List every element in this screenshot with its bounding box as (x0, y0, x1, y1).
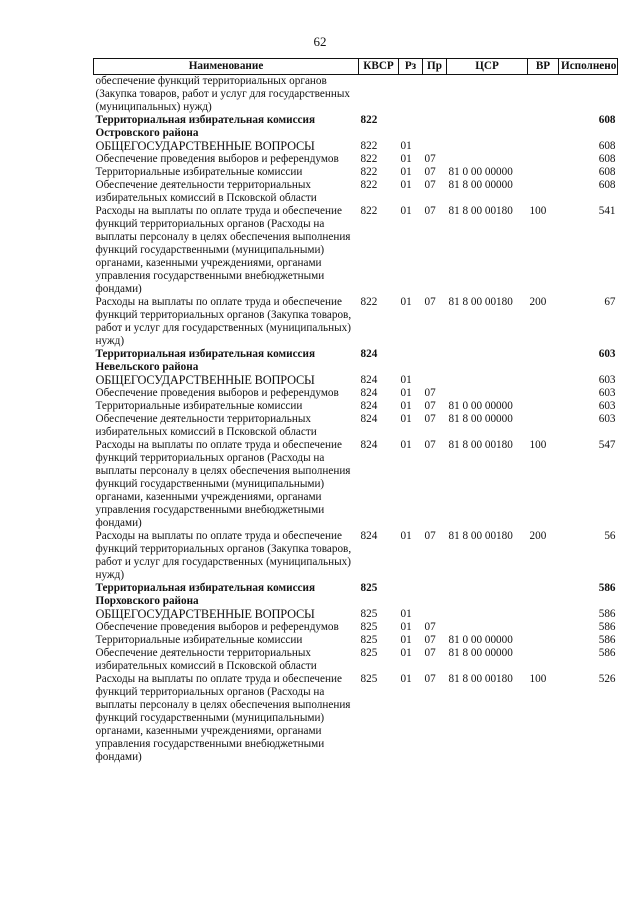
cell-pr (423, 374, 447, 387)
cell-csr: 81 8 00 00000 (448, 413, 513, 425)
cell-name: Территориальные избирательные комиссии (95, 166, 303, 178)
cell-done: 603 (598, 348, 616, 360)
header-pr: Пр (423, 59, 447, 75)
cell-done: 586 (598, 634, 616, 646)
cell-done: 603 (598, 387, 616, 399)
cell-kvsr: 825 (360, 634, 378, 646)
table-row (94, 348, 618, 374)
cell-vr (528, 608, 559, 621)
cell-rz: 01 (400, 647, 412, 659)
cell-name: Территориальные избирательные комиссии (95, 400, 303, 412)
cell-pr: 07 (424, 673, 436, 685)
cell-done: 608 (598, 179, 616, 191)
cell-rz: 01 (400, 374, 412, 386)
table-row (94, 673, 618, 764)
cell-csr: 81 8 00 00180 (448, 673, 513, 685)
cell-rz: 01 (400, 296, 412, 308)
cell-pr (423, 348, 447, 374)
cell-name: Обеспечение проведения выборов и референдумов (95, 621, 339, 633)
cell-pr (423, 140, 447, 153)
cell-done: 603 (598, 374, 616, 386)
cell-name: Территориальная избирательная комиссия Островского района (95, 114, 315, 139)
cell-name: Обеспечение деятельности территориальных избирательных комиссий в Псковской области (95, 647, 317, 672)
cell-name: Территориальная избирательная комиссия Порховского района (95, 582, 315, 607)
cell-name: Территориальные избирательные комиссии (95, 634, 303, 646)
cell-name: ОБЩЕГОСУДАРСТВЕННЫЕ ВОПРОСЫ (95, 139, 315, 153)
cell-kvsr: 824 (360, 530, 378, 542)
cell-pr: 07 (424, 153, 436, 165)
cell-kvsr: 824 (360, 374, 378, 386)
cell-kvsr: 824 (360, 439, 378, 451)
header-rz: Рз (399, 59, 423, 75)
table-row (94, 439, 618, 530)
cell-vr (528, 582, 559, 608)
cell-pr: 07 (424, 413, 436, 425)
cell-pr (423, 114, 447, 140)
cell-pr: 07 (424, 439, 436, 451)
cell-vr (528, 387, 559, 400)
cell-done: 603 (598, 400, 616, 412)
cell-rz: 01 (400, 621, 412, 633)
table-row (94, 634, 618, 647)
header-name: Наименование (94, 59, 359, 75)
cell-kvsr: 822 (360, 140, 378, 152)
cell-vr (528, 634, 559, 647)
cell-vr (528, 140, 559, 153)
cell-vr (528, 114, 559, 140)
cell-csr (447, 608, 528, 621)
cell-kvsr: 824 (360, 348, 378, 360)
cell-rz: 01 (400, 387, 412, 399)
table-row (94, 413, 618, 439)
cell-rz: 01 (400, 179, 412, 191)
cell-vr: 200 (529, 296, 547, 308)
cell-vr (528, 179, 559, 205)
table-row (94, 400, 618, 413)
cell-vr (528, 647, 559, 673)
cell-pr (423, 75, 447, 115)
cell-name: Территориальная избирательная комиссия Невельского района (95, 348, 315, 373)
cell-name: Обеспечение проведения выборов и референдумов (95, 387, 339, 399)
cell-name: Расходы на выплаты по оплате труда и обеспечение функций территориальных органов (Закупка товаров, работ и услуг для государственных (муниципальных) нужд) (95, 530, 352, 581)
cell-rz: 01 (400, 400, 412, 412)
cell-done: 586 (598, 582, 616, 594)
cell-kvsr: 825 (360, 582, 378, 594)
cell-kvsr: 825 (360, 673, 378, 685)
cell-pr: 07 (424, 621, 436, 633)
cell-vr (528, 374, 559, 387)
cell-pr: 07 (424, 400, 436, 412)
cell-name: ОБЩЕГОСУДАРСТВЕННЫЕ ВОПРОСЫ (95, 373, 315, 387)
cell-pr: 07 (424, 647, 436, 659)
cell-done: 586 (598, 647, 616, 659)
cell-pr: 07 (424, 205, 436, 217)
table-row (94, 205, 618, 296)
cell-csr (447, 140, 528, 153)
cell-csr (447, 374, 528, 387)
page-number: 62 (313, 34, 327, 49)
cell-csr (447, 582, 528, 608)
cell-rz: 01 (400, 673, 412, 685)
cell-csr: 81 8 00 00180 (448, 530, 513, 542)
cell-csr: 81 8 00 00180 (448, 205, 513, 217)
cell-done: 608 (598, 166, 616, 178)
cell-name: Обеспечение деятельности территориальных избирательных комиссий в Псковской области (95, 413, 317, 438)
cell-done: 586 (598, 621, 616, 633)
table-body (94, 75, 618, 765)
cell-rz: 01 (400, 205, 412, 217)
table-row (94, 530, 618, 582)
cell-kvsr: 822 (360, 153, 378, 165)
cell-csr (447, 621, 528, 634)
table-row (94, 140, 618, 153)
cell-done: 608 (598, 114, 616, 126)
cell-pr: 07 (424, 166, 436, 178)
cell-done: 541 (598, 205, 616, 217)
cell-pr (423, 582, 447, 608)
table-row (94, 296, 618, 348)
table-row (94, 582, 618, 608)
cell-name: Обеспечение деятельности территориальных избирательных комиссий в Псковской области (95, 179, 317, 204)
cell-rz (399, 348, 423, 374)
cell-vr: 100 (529, 205, 547, 217)
cell-rz: 01 (400, 439, 412, 451)
cell-kvsr: 824 (360, 413, 378, 425)
header-kvsr: КВСР (359, 59, 399, 75)
cell-csr: 81 8 00 00000 (448, 179, 513, 191)
cell-done: 547 (598, 439, 616, 451)
cell-name: Расходы на выплаты по оплате труда и обеспечение функций территориальных органов (Расходы на выплаты персоналу в целях обеспечения выполнения функций государственными (муниципальными) органами, казенными учреждениями, органами управления государственными внебюджетными фондами) (95, 205, 351, 295)
cell-csr: 81 0 00 00000 (448, 166, 513, 178)
cell-kvsr: 822 (360, 166, 378, 178)
cell-vr (528, 75, 559, 115)
cell-csr (447, 75, 528, 115)
cell-csr: 81 0 00 00000 (448, 634, 513, 646)
budget-table (93, 58, 618, 764)
cell-kvsr: 824 (360, 387, 378, 399)
cell-pr (423, 608, 447, 621)
table-row (94, 166, 618, 179)
cell-kvsr: 824 (360, 400, 378, 412)
cell-name: Расходы на выплаты по оплате труда и обеспечение функций территориальных органов (Расходы на выплаты персоналу в целях обеспечения выполнения функций государственными (муниципальными) органами, казенными учреждениями, органами управления государственными внебюджетными фондами) (95, 673, 351, 763)
table-row (94, 153, 618, 166)
cell-pr: 07 (424, 530, 436, 542)
table-row (94, 374, 618, 387)
cell-csr (447, 114, 528, 140)
cell-pr: 07 (424, 296, 436, 308)
cell-done: 608 (598, 153, 616, 165)
cell-rz: 01 (400, 530, 412, 542)
table-row (94, 114, 618, 140)
cell-kvsr: 825 (360, 608, 378, 620)
cell-rz (399, 582, 423, 608)
cell-rz (399, 75, 423, 115)
table-row (94, 179, 618, 205)
cell-pr: 07 (424, 387, 436, 399)
cell-kvsr: 822 (360, 114, 378, 126)
cell-csr (447, 153, 528, 166)
cell-kvsr: 825 (360, 647, 378, 659)
cell-csr (447, 387, 528, 400)
cell-name: Расходы на выплаты по оплате труда и обеспечение функций территориальных органов (Расходы на выплаты персоналу в целях обеспечения выполнения функций государственными (муниципальными) органами, казенными учреждениями, органами управления государственными внебюджетными фондами) (95, 439, 351, 529)
cell-rz: 01 (400, 140, 412, 152)
table-row (94, 608, 618, 621)
cell-vr: 100 (529, 439, 547, 451)
cell-csr: 81 0 00 00000 (448, 400, 513, 412)
header-csr: ЦСР (447, 59, 528, 75)
cell-rz (399, 114, 423, 140)
cell-vr (528, 413, 559, 439)
cell-rz: 01 (400, 608, 412, 620)
cell-pr: 07 (424, 179, 436, 191)
cell-csr: 81 8 00 00180 (448, 439, 513, 451)
cell-kvsr (359, 75, 399, 115)
cell-rz: 01 (400, 153, 412, 165)
cell-name: Обеспечение проведения выборов и референдумов (95, 153, 339, 165)
cell-vr (528, 166, 559, 179)
cell-vr (528, 621, 559, 634)
cell-vr (528, 400, 559, 413)
cell-done (559, 75, 618, 115)
cell-done: 586 (598, 608, 616, 620)
cell-name: Расходы на выплаты по оплате труда и обеспечение функций территориальных органов (Закупка товаров, работ и услуг для государственных (муниципальных) нужд) (95, 296, 352, 347)
header-vr: ВР (528, 59, 559, 75)
table-row (94, 621, 618, 634)
cell-pr: 07 (424, 634, 436, 646)
cell-kvsr: 822 (360, 205, 378, 217)
cell-rz: 01 (400, 413, 412, 425)
table-row (94, 647, 618, 673)
table-header-row (94, 59, 618, 75)
cell-done: 603 (598, 413, 616, 425)
cell-csr (447, 348, 528, 374)
cell-done: 608 (598, 140, 616, 152)
cell-vr: 100 (529, 673, 547, 685)
cell-kvsr: 825 (360, 621, 378, 633)
header-done: Исполнено (559, 59, 618, 75)
cell-vr (528, 153, 559, 166)
cell-kvsr: 822 (360, 179, 378, 191)
cell-name: обеспечение функций территориальных органов (Закупка товаров, работ и услуг для государственных (муниципальных) нужд) (95, 75, 350, 113)
cell-done: 56 (604, 530, 616, 542)
cell-rz: 01 (400, 634, 412, 646)
cell-done: 526 (598, 673, 616, 685)
cell-name: ОБЩЕГОСУДАРСТВЕННЫЕ ВОПРОСЫ (95, 607, 315, 621)
cell-vr: 200 (529, 530, 547, 542)
cell-done: 67 (604, 296, 616, 308)
cell-kvsr: 822 (360, 296, 378, 308)
cell-rz: 01 (400, 166, 412, 178)
cell-csr: 81 8 00 00000 (448, 647, 513, 659)
table-row (94, 387, 618, 400)
table-row (94, 75, 618, 115)
cell-vr (528, 348, 559, 374)
cell-csr: 81 8 00 00180 (448, 296, 513, 308)
